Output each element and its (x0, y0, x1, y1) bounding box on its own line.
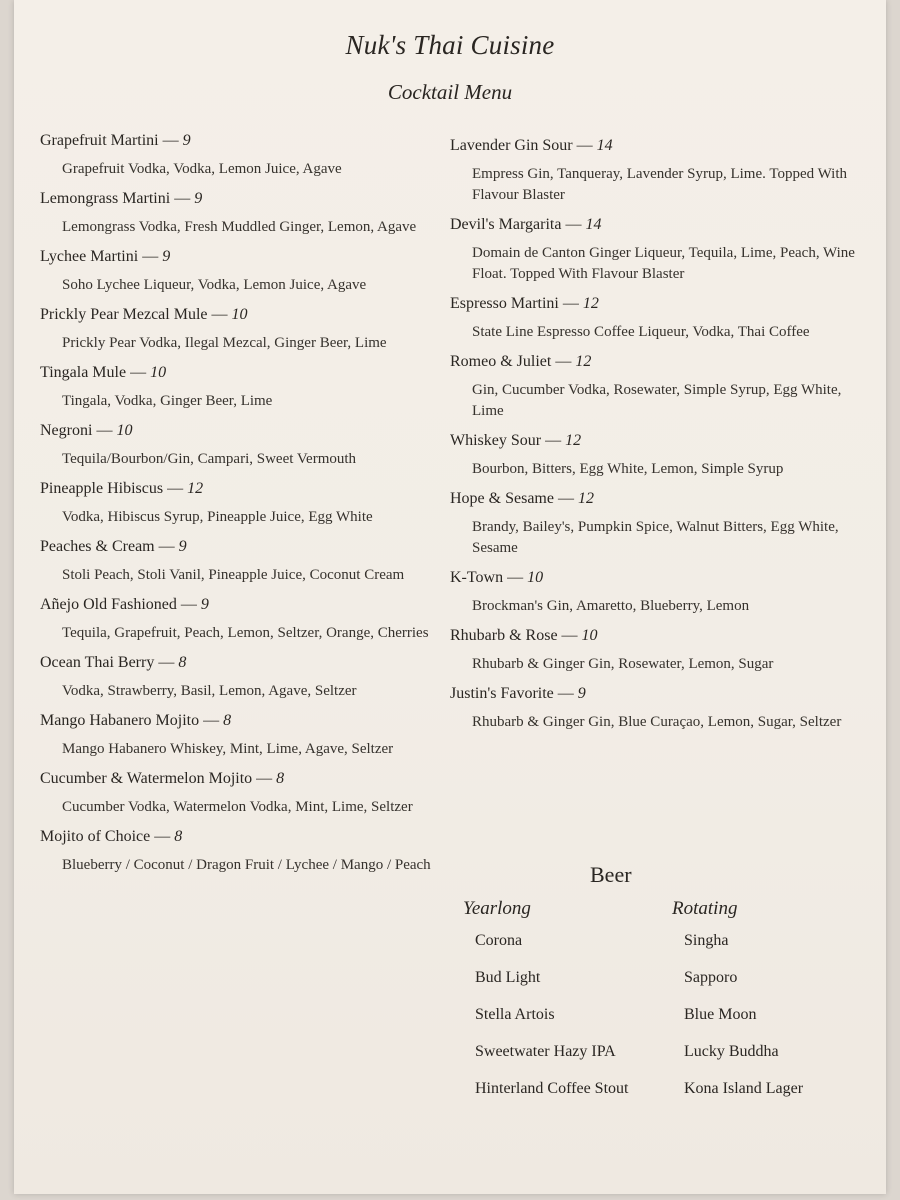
price-dash: — (572, 137, 597, 154)
price-dash: — (553, 685, 578, 702)
cocktail-name-row (40, 130, 440, 151)
cocktail-name-row (40, 188, 440, 209)
cocktail-name-row (450, 214, 860, 235)
cocktail-name: Prickly Pear Mezcal Mule (40, 306, 208, 323)
cocktail-item (40, 768, 440, 818)
cocktail-item (40, 246, 440, 296)
cocktail-name-row (450, 567, 860, 588)
cocktail-ingredients: Cucumber Vodka, Watermelon Vodka, Mint, Lime, Seltzer (62, 799, 413, 815)
cocktail-name-row (40, 246, 440, 267)
cocktail-name: Tingala Mule (40, 364, 127, 381)
menu-subtitle: Cocktail Menu (387, 80, 513, 104)
cocktail-name-row (40, 362, 440, 383)
cocktail-item (40, 652, 440, 702)
cocktail-item (450, 430, 860, 480)
cocktail-name-row (450, 351, 860, 372)
cocktail-price: 9 (182, 132, 191, 149)
beer-item: Sapporo (684, 969, 738, 986)
cocktail-ingredients: Gin, Cucumber Vodka, Rosewater, Simple Syrup, Egg White, Lime (472, 382, 842, 419)
cocktail-ingredients: Bourbon, Bitters, Egg White, Lemon, Simple Syrup (472, 461, 784, 477)
cocktail-price: 9 (178, 538, 187, 555)
beer-item: Hinterland Coffee Stout (475, 1080, 629, 1097)
cocktail-name: Romeo & Juliet (450, 353, 552, 370)
cocktail-ingredients: Vodka, Hibiscus Syrup, Pineapple Juice, Egg White (62, 509, 373, 525)
cocktail-ingredients: Tequila, Grapefruit, Peach, Lemon, Seltzer, Orange, Cherries (62, 625, 429, 641)
cocktail-item (450, 214, 860, 285)
cocktail-name-row (450, 683, 860, 704)
cocktail-price: 9 (162, 248, 171, 265)
cocktail-item (40, 536, 440, 586)
cocktail-ingredients: Prickly Pear Vodka, Ilegal Mezcal, Ginger Beer, Lime (62, 335, 387, 351)
beer-yearlong-column (463, 898, 628, 1115)
beer-item: Lucky Buddha (684, 1043, 779, 1060)
cocktail-item (450, 293, 860, 343)
cocktail-price: 12 (187, 480, 204, 497)
cocktail-name-row (40, 420, 440, 441)
beer-yearlong-list (463, 930, 628, 1100)
cocktail-column-left (40, 130, 440, 884)
cocktail-ingredients: Soho Lychee Liqueur, Vodka, Lemon Juice, Agave (62, 277, 367, 293)
price-dash: — (126, 364, 151, 381)
price-dash: — (553, 490, 578, 507)
cocktail-column-right (450, 135, 860, 741)
beer-item: Singha (684, 932, 729, 949)
price-dash: — (207, 306, 232, 323)
cocktail-name-row (450, 430, 860, 451)
price-dash: — (557, 627, 582, 644)
cocktail-name-row (40, 768, 440, 789)
price-dash: — (503, 569, 528, 586)
cocktail-item (450, 351, 860, 422)
beer-yearlong-heading: Yearlong (463, 898, 531, 919)
cocktail-name: Lavender Gin Sour (450, 137, 573, 154)
cocktail-price: 10 (150, 364, 167, 381)
cocktail-name: Negroni (40, 422, 93, 439)
cocktail-name: Whiskey Sour (450, 432, 542, 449)
beer-rotating-list (672, 930, 803, 1100)
price-dash: — (150, 828, 175, 845)
cocktail-price: 9 (200, 596, 209, 613)
cocktail-price: 8 (276, 770, 285, 787)
cocktail-item (40, 188, 440, 238)
cocktail-name-row (40, 826, 440, 847)
cocktail-name: Cucumber & Watermelon Mojito (40, 770, 253, 787)
beer-rotating-heading: Rotating (672, 898, 738, 919)
beer-item: Corona (475, 932, 523, 949)
cocktail-item (40, 420, 440, 470)
cocktail-name: Pineapple Hibiscus (40, 480, 164, 497)
cocktail-ingredients: Brockman's Gin, Amaretto, Blueberry, Lemon (472, 598, 750, 614)
beer-rotating-column (672, 898, 803, 1115)
cocktail-name: Grapefruit Martini (40, 132, 159, 149)
cocktail-name-row (40, 710, 440, 731)
cocktail-price: 8 (178, 654, 187, 671)
cocktail-price: 9 (194, 190, 203, 207)
cocktail-item (450, 683, 860, 733)
cocktail-ingredients: Lemongrass Vodka, Fresh Muddled Ginger, Lemon, Agave (62, 219, 417, 235)
cocktail-name-row (450, 293, 860, 314)
cocktail-name-row (40, 478, 440, 499)
cocktail-price: 12 (565, 432, 582, 449)
price-dash: — (158, 132, 183, 149)
cocktail-ingredients: Mango Habanero Whiskey, Mint, Lime, Agave, Seltzer (62, 741, 394, 757)
cocktail-name: Rhubarb & Rose (450, 627, 558, 644)
cocktail-item (40, 130, 440, 180)
cocktail-ingredients: Rhubarb & Ginger Gin, Blue Curaçao, Lemon, Sugar, Seltzer (472, 714, 842, 730)
cocktail-ingredients: Stoli Peach, Stoli Vanil, Pineapple Juice, Coconut Cream (62, 567, 405, 583)
cocktail-name-row (40, 304, 440, 325)
price-dash: — (199, 712, 224, 729)
cocktail-price: 12 (575, 353, 592, 370)
restaurant-title: Nuk's Thai Cuisine (345, 30, 555, 60)
cocktail-item (40, 710, 440, 760)
price-dash: — (551, 353, 576, 370)
cocktail-item (40, 478, 440, 528)
cocktail-item (450, 488, 860, 559)
beer-section-title: Beer (590, 862, 632, 887)
beer-item: Kona Island Lager (684, 1080, 804, 1097)
cocktail-price: 10 (581, 627, 598, 644)
cocktail-ingredients: Tingala, Vodka, Ginger Beer, Lime (62, 393, 273, 409)
cocktail-name-row (450, 488, 860, 509)
cocktail-ingredients: Tequila/Bourbon/Gin, Campari, Sweet Vermouth (62, 451, 357, 467)
price-dash: — (154, 654, 179, 671)
price-dash: — (154, 538, 179, 555)
cocktail-name: Ocean Thai Berry (40, 654, 155, 671)
cocktail-price: 14 (585, 216, 602, 233)
cocktail-price: 12 (577, 490, 594, 507)
beer-item: Blue Moon (684, 1006, 757, 1023)
price-dash: — (558, 295, 583, 312)
cocktail-name: K-Town (450, 569, 504, 586)
price-dash: — (163, 480, 188, 497)
cocktail-item (40, 304, 440, 354)
cocktail-price: 12 (582, 295, 599, 312)
cocktail-item (450, 625, 860, 675)
price-dash: — (176, 596, 201, 613)
cocktail-item (40, 594, 440, 644)
beer-item: Sweetwater Hazy IPA (475, 1043, 616, 1060)
cocktail-name: Mango Habanero Mojito (40, 712, 200, 729)
cocktail-name-row (40, 594, 440, 615)
cocktail-price: 9 (577, 685, 586, 702)
cocktail-price: 8 (223, 712, 232, 729)
cocktail-name: Espresso Martini (450, 295, 559, 312)
cocktail-item (450, 567, 860, 617)
cocktail-name: Mojito of Choice (40, 828, 151, 845)
cocktail-price: 10 (231, 306, 248, 323)
cocktail-name: Añejo Old Fashioned (40, 596, 177, 613)
cocktail-price: 10 (116, 422, 133, 439)
cocktail-name: Peaches & Cream (40, 538, 155, 555)
beer-item: Bud Light (475, 969, 541, 986)
cocktail-ingredients: Rhubarb & Ginger Gin, Rosewater, Lemon, Sugar (472, 656, 774, 672)
cocktail-name: Justin's Favorite (450, 685, 554, 702)
cocktail-name-row (450, 625, 860, 646)
cocktail-name: Lemongrass Martini (40, 190, 171, 207)
cocktail-name: Devil's Margarita (450, 216, 562, 233)
cocktail-name: Lychee Martini (40, 248, 139, 265)
cocktail-item (40, 826, 440, 876)
cocktail-price: 14 (596, 137, 613, 154)
cocktail-ingredients: State Line Espresso Coffee Liqueur, Vodka, Thai Coffee (472, 324, 810, 340)
price-dash: — (561, 216, 586, 233)
beer-item: Stella Artois (475, 1006, 555, 1023)
cocktail-item (40, 362, 440, 412)
price-dash: — (138, 248, 163, 265)
cocktail-ingredients: Blueberry / Coconut / Dragon Fruit / Lychee / Mango / Peach (62, 857, 431, 873)
cocktail-name-row (40, 652, 440, 673)
cocktail-ingredients: Empress Gin, Tanqueray, Lavender Syrup, Lime. Topped With Flavour Blaster (472, 166, 847, 203)
cocktail-name-row (450, 135, 860, 156)
cocktail-price: 8 (174, 828, 183, 845)
cocktail-ingredients: Domain de Canton Ginger Liqueur, Tequila, Lime, Peach, Wine Float. Topped With Flavour Blaster (472, 245, 855, 282)
cocktail-ingredients: Brandy, Bailey's, Pumpkin Spice, Walnut Bitters, Egg White, Sesame (472, 519, 839, 556)
price-dash: — (252, 770, 277, 787)
price-dash: — (170, 190, 195, 207)
cocktail-ingredients: Grapefruit Vodka, Vodka, Lemon Juice, Agave (62, 161, 342, 177)
cocktail-name: Hope & Sesame (450, 490, 554, 507)
cocktail-price: 10 (527, 569, 544, 586)
price-dash: — (92, 422, 117, 439)
cocktail-item (450, 135, 860, 206)
cocktail-ingredients: Vodka, Strawberry, Basil, Lemon, Agave, Seltzer (62, 683, 357, 699)
cocktail-name-row (40, 536, 440, 557)
price-dash: — (541, 432, 566, 449)
